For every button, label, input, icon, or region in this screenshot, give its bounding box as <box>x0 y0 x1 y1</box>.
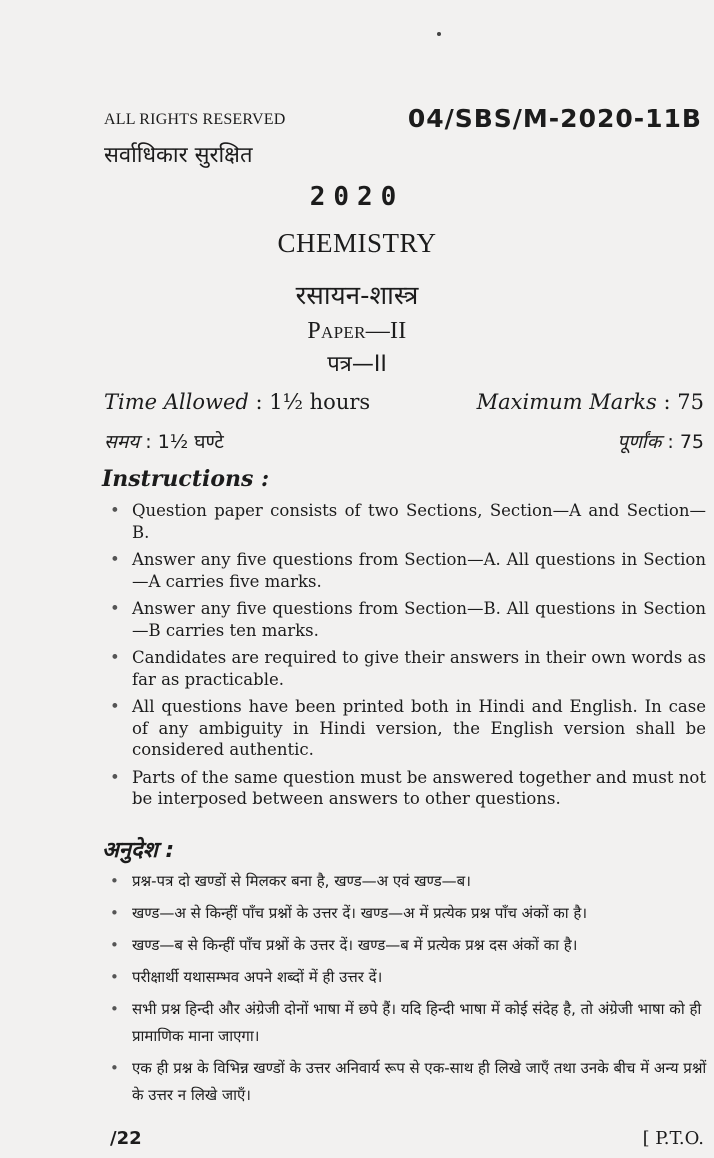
paper-number-hi: पत्र—II <box>327 352 387 377</box>
exam-year: 2020 <box>309 182 405 212</box>
instruction-item-hi: • परीक्षार्थी यथासम्भव अपने शब्दों में ही उत्तर दें। <box>106 964 710 991</box>
subject-title-hi: रसायन-शास्त्र <box>295 281 419 311</box>
instruction-item-hi: • प्रश्न-पत्र दो खण्डों से मिलकर बना है, खण्ड—अ एवं खण्ड—ब। <box>106 868 710 895</box>
instruction-item-hi: • एक ही प्रश्न के विभिन्न खण्डों के उत्तर अनिवार्य रूप से एक-साथ ही लिखे जाएँ तथा उनके बीच में अन्य प्रश्नों के उत्तर न लिखे जाएँ। <box>106 1055 710 1109</box>
instruction-item: • Question paper consists of two Sections, Section—A and Section—B. <box>106 500 706 543</box>
instruction-item: • All questions have been printed both in Hindi and English. In case of any ambiguity in Hindi version, the English version shall be considered authentic. <box>106 696 706 761</box>
instruction-item-hi: • खण्ड—अ से किन्हीं पाँच प्रश्नों के उत्तर दें। खण्ड—अ में प्रत्येक प्रश्न पाँच अंकों का है। <box>106 900 710 927</box>
time-label-en: Time Allowed <box>104 390 249 414</box>
marks-value-hi: 75 <box>679 431 704 453</box>
time-allowed-en: Time Allowed : 1½ hours <box>104 390 371 414</box>
rights-reserved-en: ALL RIGHTS RESERVED <box>104 111 286 128</box>
instruction-item: • Candidates are required to give their answers in their own words as far as practicable. <box>106 647 706 690</box>
time-allowed-hi: समय : 1½ घण्टे <box>104 431 224 453</box>
maximum-marks-en: Maximum Marks : 75 <box>476 390 704 414</box>
please-turn-over: [ P.T.O. <box>642 1128 704 1149</box>
instruction-item: • Answer any five questions from Section—B. All questions in Section—B carries ten marks. <box>106 598 706 641</box>
instruction-item-hi: • सभी प्रश्न हिन्दी और अंग्रेजी दोनों भाषा में छपे हैं। यदि हिन्दी भाषा में कोई संदेह है, तो अंग्रेजी भाषा को ही प्रामाणिक माना जाएगा। <box>106 996 710 1050</box>
time-value-hi: 1½ घण्टे <box>157 431 224 453</box>
paper-code: 04/SBS/M-2020-11B <box>407 104 702 133</box>
subject-title-en: CHEMISTRY <box>277 228 437 258</box>
page-reference: /22 <box>110 1128 142 1149</box>
instructions-heading-hi: अनुदेश : <box>102 838 175 863</box>
ink-speck <box>437 32 441 36</box>
paper-number-en: Paper—II <box>307 318 407 344</box>
marks-label-hi: पूर्णांक <box>617 431 662 453</box>
time-value-en: 1½ hours <box>269 390 371 414</box>
maximum-marks-hi: पूर्णांक : 75 <box>617 431 704 453</box>
time-label-hi: समय <box>104 431 140 453</box>
instructions-list-hi <box>106 868 710 1114</box>
instructions-list-en <box>106 500 706 816</box>
rights-reserved-hi: सर्वाधिकार सुरक्षित <box>104 143 253 168</box>
instructions-heading-en: Instructions : <box>102 466 270 492</box>
marks-value-en: 75 <box>677 390 704 414</box>
instruction-item: • Parts of the same question must be answered together and must not be interposed between answers to other questions. <box>106 767 706 810</box>
instruction-item-hi: • खण्ड—ब से किन्हीं पाँच प्रश्नों के उत्तर दें। खण्ड—ब में प्रत्येक प्रश्न दस अंकों का है। <box>106 932 710 959</box>
marks-label-en: Maximum Marks <box>476 390 657 414</box>
instruction-item: • Answer any five questions from Section—A. All questions in Section—A carries five marks. <box>106 549 706 592</box>
